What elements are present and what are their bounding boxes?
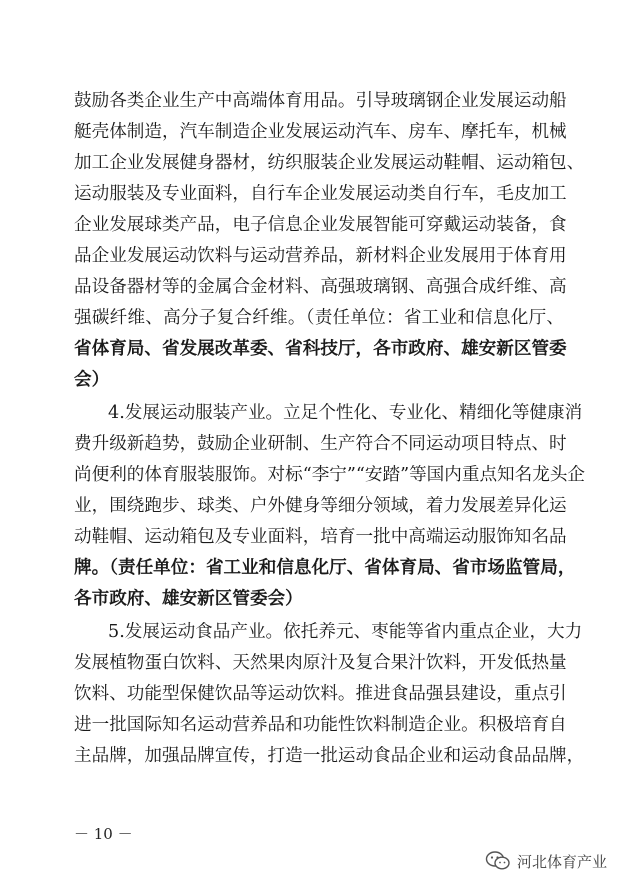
text-line: 品企业发展运动饮料与运动营养品，新材料企业发展用于体育用 [74, 246, 567, 266]
text-line: 尚便利的体育服装服饰。对标“李宁”“安踏”等国内重点知名龙头企 [74, 465, 586, 485]
text-line: 费升级新趋势，鼓励企业研制、生产符合不同运动项目特点、时 [74, 434, 567, 454]
text-line: 鼓励各类企业生产中高端体育用品。引导玻璃钢企业发展运动船 [74, 91, 567, 111]
wechat-icon [485, 850, 511, 872]
text-line: 强碳纤维、高分子复合纤维。（责任单位：省工业和信息化厅、 [74, 308, 564, 328]
page-number: － 10 － [74, 825, 133, 843]
text-line: 主品牌，加强品牌宣传，打造一批运动食品企业和运动食品品牌， [74, 746, 585, 766]
section-heading-line: 5.发展运动食品产业。依托养元、枣能等省内重点企业，大力 [108, 622, 583, 642]
text-line: 省体育局、省发展改革委、省科技厅，各市政府、雄安新区管委 [74, 338, 567, 359]
watermark [485, 848, 607, 874]
text-line: 饮料、功能型保健饮品等运动饮料。推进食品强县建设，重点引 [74, 684, 567, 704]
watermark-text: 河北体育产业 [516, 852, 607, 871]
text-line: 发展植物蛋白饮料、天然果肉原汁及复合果汁饮料，开发低热量 [74, 653, 567, 673]
text-line: 艇壳体制造，汽车制造企业发展运动汽车、房车、摩托车，机械 [74, 122, 567, 142]
section-heading-line: 4.发展运动服装产业。立足个性化、专业化、精细化等健康消 [108, 403, 583, 423]
text-line: 牌。（责任单位：省工业和信息化厅、省体育局、省市场监管局， [74, 557, 576, 578]
text-line: 运动服装及专业面料，自行车企业发展运动类自行车，毛皮加工 [74, 184, 567, 204]
text-line: 品设备器材等的金属合金材料、高强玻璃钢、高强合成纤维、高 [74, 277, 567, 297]
text-line: 各市政府、雄安新区管委会） [74, 588, 303, 609]
text-line: 动鞋帽、运动箱包及专业面料，培育一批中高端运动服饰知名品 [74, 527, 567, 547]
text-line: 加工企业发展健身器材，纺织服装企业发展运动鞋帽、运动箱包、 [74, 153, 585, 173]
text-line: 企业发展球类产品，电子信息企业发展智能可穿戴运动装备，食 [74, 215, 567, 235]
text-line: 业，围绕跑步、球类、户外健身等细分领域，着力发展差异化运 [74, 496, 567, 516]
text-line: 进一批国际知名运动营养品和功能性饮料制造企业。积极培育自 [74, 715, 567, 735]
text-line: 会） [74, 369, 110, 390]
